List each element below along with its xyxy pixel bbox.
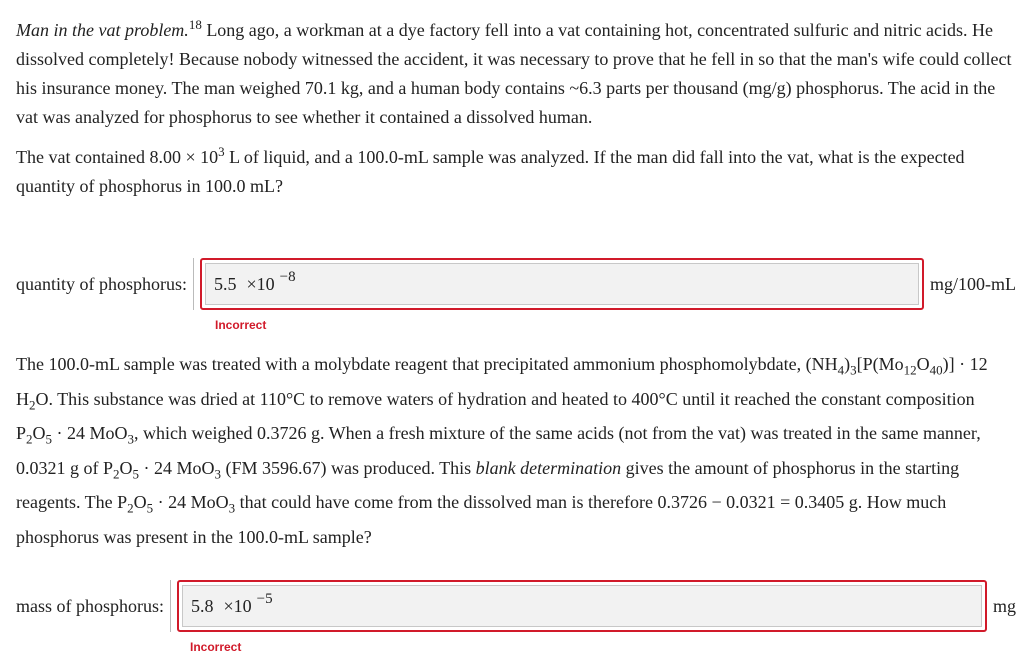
mass-label: mass of phosphorus: xyxy=(16,595,164,616)
p2-sub: 5 xyxy=(45,431,53,447)
mass-mantissa: 5.8 xyxy=(191,595,214,616)
p2-sub: 3 xyxy=(228,500,236,516)
answer-row-quantity xyxy=(16,255,1016,313)
p2-s1: The 100.0-mL sample was treated with a molybdate reagent that precipitated ammonium phosphomolybdate, (NH xyxy=(16,354,838,374)
p2-sub: 5 xyxy=(146,500,154,516)
p2-s7: O xyxy=(32,423,46,444)
mass-exponent: −5 xyxy=(256,590,273,607)
p2-sub: 3 xyxy=(214,466,222,482)
question-1-text xyxy=(16,137,1012,201)
p2-s5: )] · 12 H xyxy=(16,354,988,409)
problem-title: Man in the vat problem. xyxy=(16,20,189,40)
quantity-unit: mg/100-mL xyxy=(930,273,1016,294)
quantity-status-badge: Incorrect xyxy=(215,318,267,332)
p2-sub: 2 xyxy=(127,500,134,516)
p2-s11: · 24 MoO xyxy=(139,457,215,478)
problem-intro xyxy=(16,10,1012,132)
quantity-answer-input[interactable] xyxy=(205,263,919,305)
q1-text-a: The vat contained 8.00 × 10 xyxy=(16,147,219,167)
footnote-ref[interactable]: 18 xyxy=(188,17,202,32)
p2-sub: 5 xyxy=(132,466,140,482)
p2-sub: 2 xyxy=(26,431,33,447)
intro-text: Long ago, a workman at a dye factory fell into a vat containing hot, concentrated sulfuric and nitric acids. He dissolved completely! Because nobody witnessed the accident, it was necessary to prove that he fell in so that the man's wife could collect his insurance money. The man weighed 70.1 kg, and a human body contains ~6.3 parts per thousand (mg/g) phosphorus. The acid in the vat was analyzed for phosphorus to see whether it contained a dissolved human. xyxy=(16,20,1012,127)
p2-s3: [P(Mo xyxy=(856,354,904,374)
mass-times: ×10 xyxy=(223,595,252,616)
mass-answer-field[interactable] xyxy=(177,580,987,632)
p2-s2: ) xyxy=(844,354,851,374)
quantity-times: ×10 xyxy=(246,273,275,294)
p2-sub: 2 xyxy=(29,397,36,413)
quantity-answer-field[interactable] xyxy=(200,258,924,310)
mass-answer-input[interactable] xyxy=(182,585,982,627)
quantity-mantissa: 5.5 xyxy=(214,273,237,294)
p2-s14: O xyxy=(133,492,147,513)
p2-sub: 4 xyxy=(837,362,845,378)
quantity-exponent: −8 xyxy=(279,268,296,285)
p2-s4: O xyxy=(916,354,930,374)
mass-status-badge: Incorrect xyxy=(190,640,242,654)
p2-s9: , which weighed 0.3726 g. When a fresh mixture of the same acids (not from the vat) was treated in the same manner, 0.0321 g of P xyxy=(16,423,981,478)
p2-sub: 3 xyxy=(127,431,135,447)
part-2-text xyxy=(16,350,1012,552)
p2-s10: O xyxy=(119,457,133,478)
answer-row-mass xyxy=(16,577,1016,635)
p2-s6: O. This substance was dried at 110°C to remove waters of hydration and heated to 400°C until it reached the constant composition P xyxy=(16,388,975,444)
blank-determination-term: blank determination xyxy=(475,457,622,478)
p2-sub: 40 xyxy=(929,362,943,378)
p2-s16: that could have come from the dissolved man is therefore 0.3726 − 0.0321 = 0.3405 g. How much phosphorus was present in the 100.0-mL sample? xyxy=(16,492,947,547)
p2-sub: 12 xyxy=(903,362,917,378)
p2-s8: · 24 MoO xyxy=(52,423,128,444)
mass-unit: mg xyxy=(992,595,1016,616)
p2-s15: · 24 MoO xyxy=(153,492,229,513)
divider xyxy=(170,580,171,632)
q1-exponent: 3 xyxy=(218,144,225,159)
divider xyxy=(193,258,194,310)
q1-text-b: L of liquid, and a 100.0-mL sample was analyzed. If the man did fall into the vat, what is the expected quantity of phosphorus in 100.0 mL? xyxy=(16,147,965,196)
p2-sub: 3 xyxy=(850,362,857,378)
quantity-label: quantity of phosphorus: xyxy=(16,273,187,294)
p2-s13: gives the amount of phosphorus in the starting reagents. The P xyxy=(16,457,960,513)
p2-s12: (FM 3596.67) was produced. This xyxy=(221,457,476,478)
p2-sub: 2 xyxy=(113,466,120,482)
